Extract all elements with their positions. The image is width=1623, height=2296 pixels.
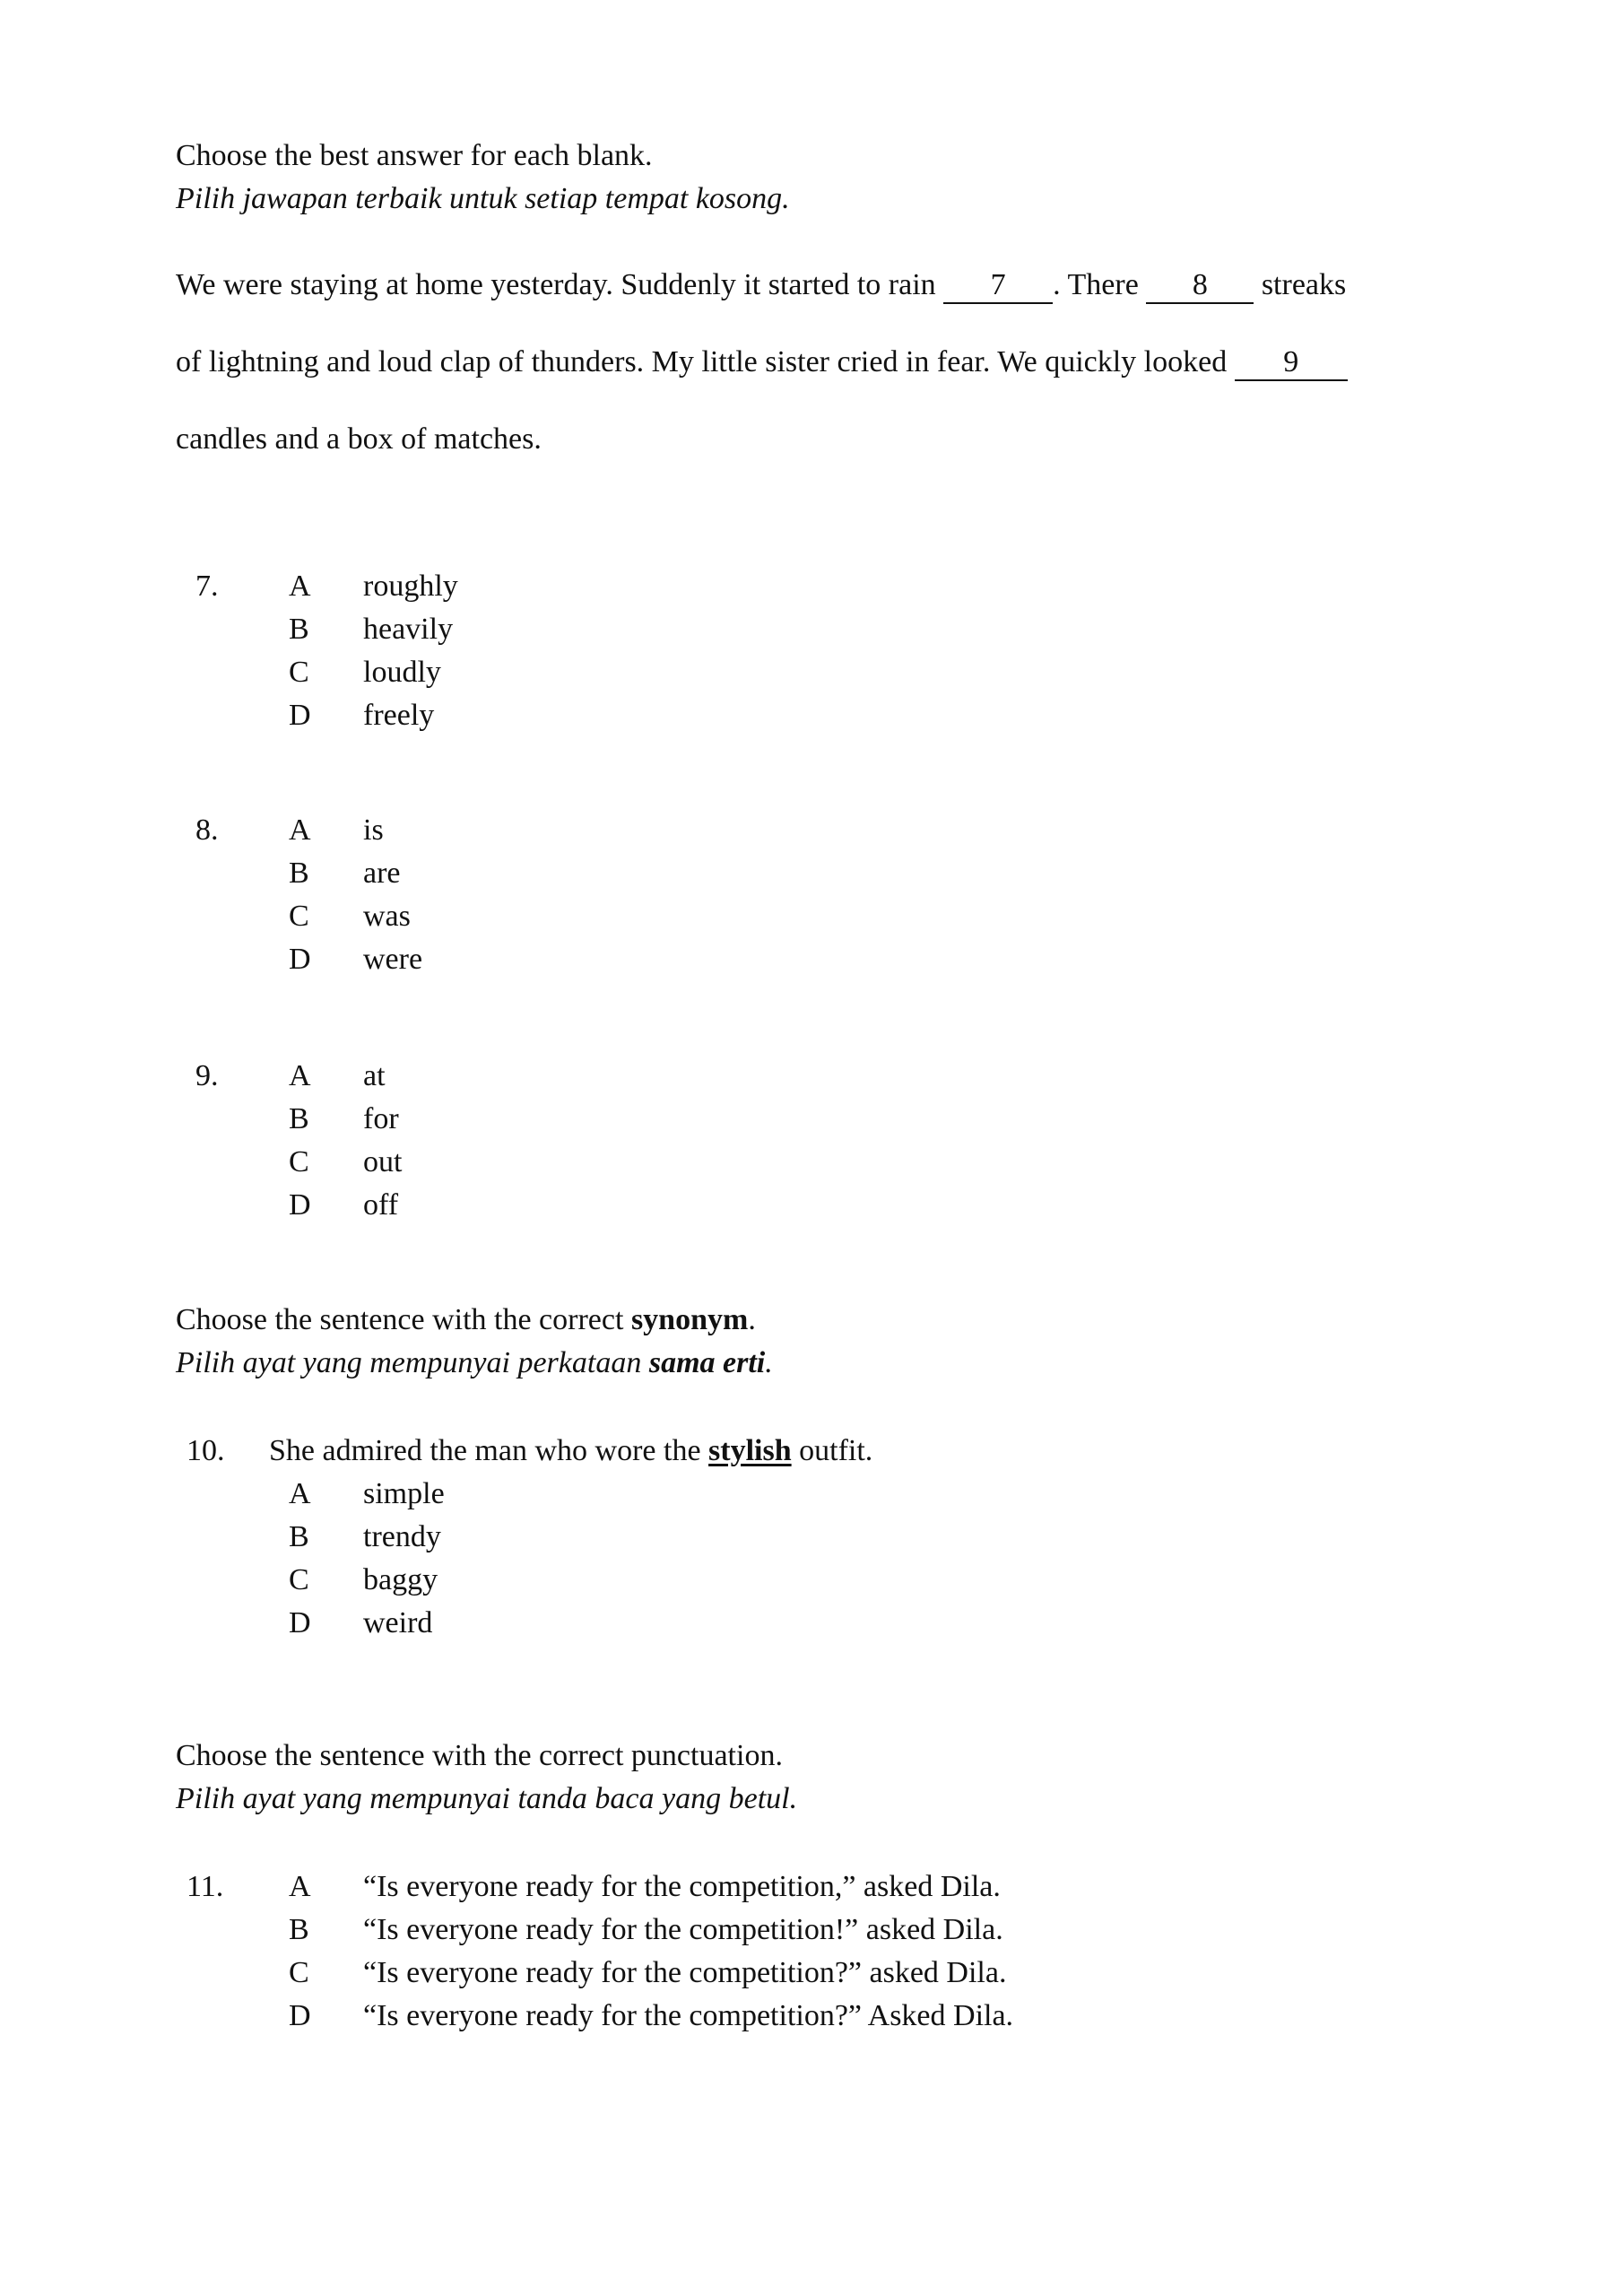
instruction-text: Pilih ayat yang mempunyai perkataan [176, 1346, 649, 1379]
passage-line-1 [176, 264, 1346, 307]
option-text: “Is everyone ready for the competition?” asked Dila. [363, 1956, 1007, 1989]
option-text: “Is everyone ready for the competition,” asked Dila. [363, 1870, 1001, 1903]
option-text: freely [363, 699, 435, 732]
option-letter: A [289, 813, 311, 847]
question-number: 10. [187, 1434, 225, 1467]
option-letter: C [289, 1563, 309, 1596]
option-letter: D [289, 1999, 311, 2032]
option-letter: C [289, 900, 309, 933]
option-text: simple [363, 1477, 445, 1510]
option-letter: C [289, 1956, 309, 1989]
instruction-text: . [748, 1303, 756, 1336]
blank-8: 8 [1146, 270, 1254, 304]
question-number: 11. [187, 1870, 224, 1903]
option-text: off [363, 1188, 399, 1222]
option-letter: D [289, 1606, 311, 1639]
question-number: 7. [195, 570, 219, 603]
option-text: at [363, 1059, 386, 1092]
option-letter: A [289, 570, 311, 603]
option-letter: A [289, 1059, 311, 1092]
option-letter: C [289, 656, 309, 689]
option-text: were [363, 943, 423, 976]
question-stem [269, 1430, 872, 1473]
passage-text: streaks [1261, 268, 1347, 301]
option-letter: D [289, 1188, 311, 1222]
option-text: for [363, 1102, 399, 1135]
instruction-malay: Pilih ayat yang mempunyai tanda baca yang betul. [176, 1782, 798, 1815]
option-text: baggy [363, 1563, 438, 1596]
option-text: loudly [363, 656, 441, 689]
blank-9: 9 [1235, 347, 1348, 381]
passage-text: . There [1053, 268, 1139, 301]
stem-text: outfit. [791, 1434, 873, 1467]
option-text: was [363, 900, 411, 933]
option-text: heavily [363, 613, 454, 646]
option-text: “Is everyone ready for the competition!” asked Dila. [363, 1913, 1003, 1946]
instruction-malay: Pilih jawapan terbaik untuk setiap tempat kosong. [176, 182, 790, 215]
blank-7: 7 [943, 270, 1053, 304]
passage-line-3: candles and a box of matches. [176, 422, 542, 456]
option-text: weird [363, 1606, 433, 1639]
instruction-text: Choose the sentence with the correct [176, 1303, 631, 1336]
option-letter: B [289, 857, 309, 890]
option-letter: A [289, 1477, 311, 1510]
instruction-text: . [765, 1346, 773, 1379]
instruction-malay [176, 1342, 773, 1385]
option-letter: B [289, 1913, 309, 1946]
option-letter: A [289, 1870, 311, 1903]
option-text: roughly [363, 570, 458, 603]
instruction-keyword: sama erti [648, 1346, 766, 1379]
option-text: trendy [363, 1520, 441, 1553]
option-letter: B [289, 613, 309, 646]
option-text: “Is everyone ready for the competition?” Asked Dila. [363, 1999, 1014, 2032]
passage-text: We were staying at home yesterday. Suddenly it started to rain [176, 268, 936, 301]
option-text: out [363, 1145, 403, 1178]
option-text: are [363, 857, 401, 890]
stem-keyword: stylish [708, 1434, 792, 1467]
instruction-english: Choose the sentence with the correct punctuation. [176, 1739, 783, 1772]
passage-line-2 [176, 341, 1348, 384]
option-letter: B [289, 1102, 309, 1135]
question-number: 8. [195, 813, 219, 847]
option-letter: D [289, 699, 311, 732]
option-letter: B [289, 1520, 309, 1553]
instruction-english [176, 1299, 756, 1342]
option-text: is [363, 813, 384, 847]
stem-text: She admired the man who wore the [269, 1434, 709, 1467]
instruction-english: Choose the best answer for each blank. [176, 139, 653, 172]
question-number: 9. [195, 1059, 219, 1092]
instruction-keyword: synonym [630, 1303, 749, 1336]
option-letter: D [289, 943, 311, 976]
option-letter: C [289, 1145, 309, 1178]
passage-text: of lightning and loud clap of thunders. My little sister cried in fear. We quickly looked [176, 345, 1228, 378]
